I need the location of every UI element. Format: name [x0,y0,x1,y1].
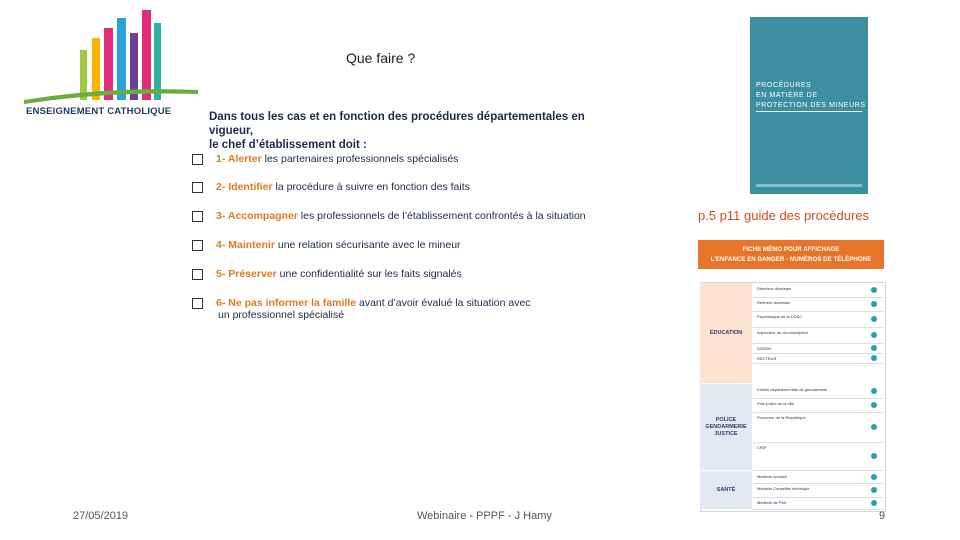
phone-icon [871,453,877,459]
memo-row-label: Psychologue de la DDEC [757,314,803,319]
memo-row-label: Médecin de PMI [757,500,786,505]
guide-page-reference: p.5 p11 guide des procédures [698,208,870,223]
checkbox[interactable] [192,211,203,222]
item-key: 2- Identifier [216,181,273,193]
item-continuation: un professionnel spécialisé [218,309,345,321]
memo-header-line-2: L’ENFANCE EN DANGER - NUMÉROS DE TÉLÉPHONE [710,256,872,263]
checklist-item-5[interactable] [192,268,462,280]
phone-icon [871,402,877,408]
memo-row-label: Directeur diocésain [757,286,792,291]
section-label: JUSTICE [714,430,738,437]
item-text: les partenaires professionnels spécialisés [261,153,459,165]
phone-icon [871,500,877,506]
checkbox[interactable] [192,269,203,280]
item-text: la procédure à suivre en fonction des faits [272,181,470,193]
footer-text: Webinaire - PPPF - J Hamy [417,510,552,522]
item-text: les professionnels de l’établissement confrontés à la situation [297,210,586,222]
memo-header-line-1: FICHE MÉMO POUR AFFICHAGE [742,246,840,253]
memo-row-label: Référent diocésain [757,300,791,305]
checkbox[interactable] [192,154,203,165]
checkbox[interactable] [192,182,203,193]
section-label: SANTÉ [716,486,736,493]
item-text: une confidentialité sur les faits signalés [276,268,462,280]
memo-row-label: CRIP [757,445,767,450]
checklist-item-2[interactable] [192,181,470,193]
intro-line-1: Dans tous les cas et en fonction des procédures départementales en vigueur, [209,111,585,137]
section-label: GENDARMERIE [705,423,747,430]
memo-row [753,483,883,498]
memo-row [753,283,883,298]
booklet-title [756,81,866,111]
section-education [700,283,752,383]
page-number: 9 [879,510,886,522]
item-key: 6- Ne pas informer la famille [216,297,357,309]
memo-row-label: Inspecteur de circonscription [757,330,808,335]
memo-row [753,398,883,413]
phone-icon [871,487,877,493]
phone-icon [871,301,877,307]
memo-row-label: Procureur de la République [757,415,806,420]
memo-header [698,240,884,269]
section-label: ÉDUCATION [709,329,743,336]
intro-text [209,110,619,152]
section-sante [700,471,752,509]
slide-title: Que faire ? [346,50,416,66]
checklist-item-3[interactable] [192,210,586,222]
phone-icon [871,316,877,322]
checkbox[interactable] [192,240,203,251]
memo-row-label: RECTEUR [757,356,777,361]
memo-row [753,384,883,399]
memo-row [753,442,883,471]
phone-icon [871,424,877,430]
booklet-title-line-3: PROTECTION DES MINEURS [756,102,866,109]
item-key: 4- Maintenir [216,239,275,251]
phone-icon [871,287,877,293]
memo-row-label: Médecin scolaire [757,474,788,479]
memo-row [753,353,883,364]
phone-icon [871,355,877,361]
logo-text: ENSEIGNEMENT CATHOLIQUE [26,106,172,117]
item-key: 3- Accompagner [216,210,298,222]
memo-row-label: DSDEN [757,346,772,351]
phone-icon [871,474,877,480]
checkbox[interactable] [192,298,203,309]
booklet-footer-text [756,184,862,187]
booklet-title-line-1: PROCÉDURES [756,82,812,89]
memo-row-label: Pôle police de la ville [757,401,795,406]
memo-row-label: Médecin Conseiller technique [757,486,810,491]
memo-row [753,497,883,510]
footer-date: 27/05/2019 [73,510,129,522]
memo-row [753,297,883,312]
checklist-item-1[interactable] [192,153,458,165]
checklist-item-4[interactable] [192,239,461,251]
checklist-item-6[interactable] [192,297,531,321]
booklet-title-line-2: EN MATIÈRE DE [756,92,818,99]
item-key: 1- Alerter [216,153,262,165]
memo-row [753,412,883,443]
phone-icon [871,388,877,394]
item-text: avant d’avoir évalué la situation avec [356,297,531,309]
memo-row [753,327,883,344]
booklet-divider [756,111,862,112]
memo-row [753,311,883,328]
intro-line-2: le chef d’établissement doit : [209,139,367,151]
item-text: une relation sécurisante avec le mineur [274,239,461,251]
section-label: POLICE [715,416,737,423]
item-key: 5- Préserver [216,268,277,280]
memo-row-label: Cellule départementale de gendarmerie [757,387,828,392]
section-police [700,384,752,470]
phone-icon [871,345,877,351]
phone-icon [871,332,877,338]
